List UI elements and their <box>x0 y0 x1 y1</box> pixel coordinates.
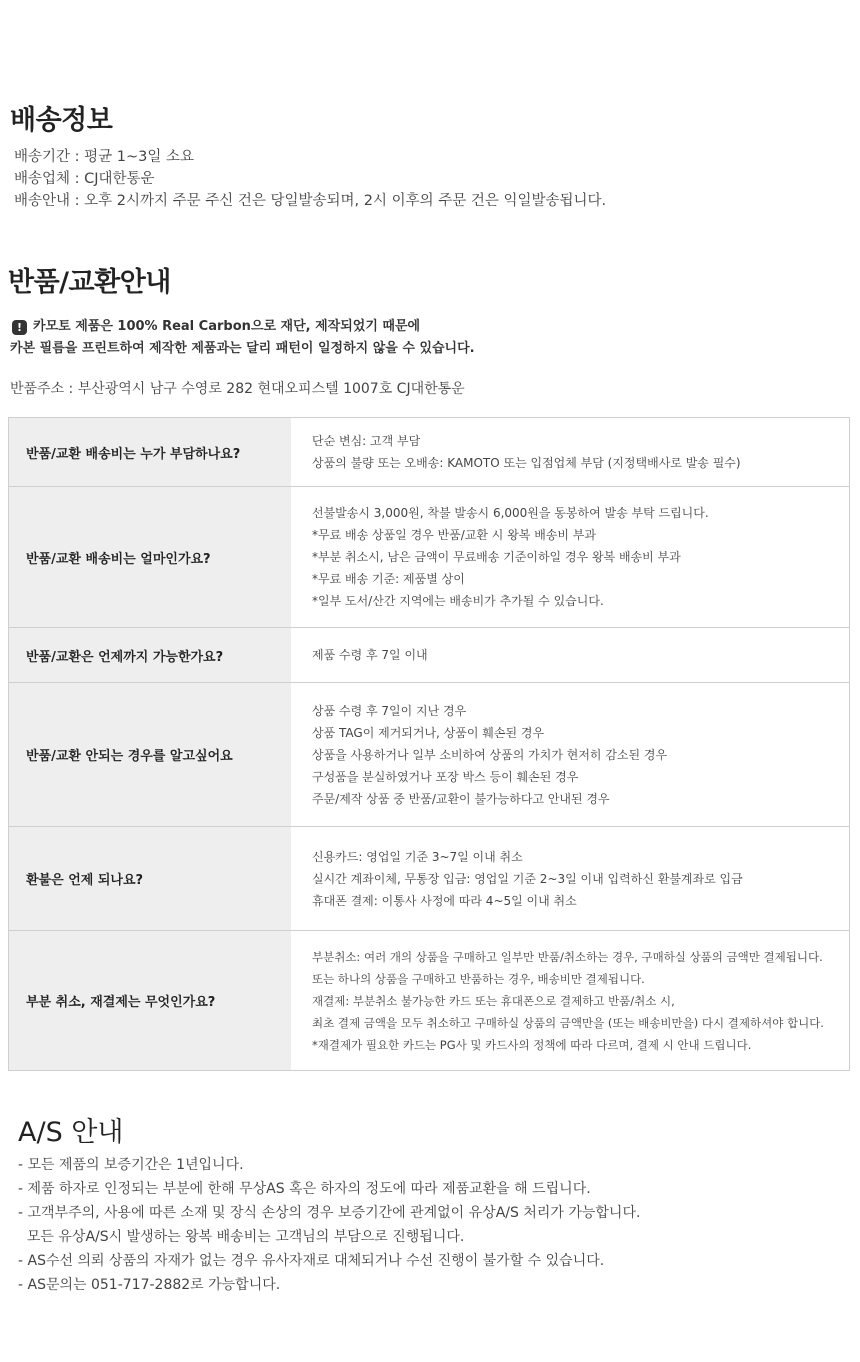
faq-answer-line: 최초 결제 금액을 모두 취소하고 구매하실 상품의 금액만을 (또는 배송비만을) 다시 결제하셔야 합니다. <box>312 1015 824 1030</box>
faq-answer-line: 주문/제작 상품 중 반품/교환이 불가능하다고 안내된 경우 <box>312 791 610 806</box>
faq-row <box>9 683 849 827</box>
faq-answer <box>291 827 849 930</box>
shipping-guide: 배송안내 : 오후 2시까지 주문 주신 건은 당일발송되며, 2시 이후의 주문 건은 익일발송됩니다. <box>14 193 607 209</box>
faq-answer-line: 신용카드: 영업일 기준 3~7일 이내 취소 <box>312 849 523 864</box>
faq-question: 반품/교환 안되는 경우를 알고싶어요 <box>9 683 291 826</box>
faq-answer-line: 부분취소: 여러 개의 상품을 구매하고 일부만 반품/취소하는 경우, 구매하실 상품의 금액만 결제됩니다. <box>312 949 823 964</box>
faq-answer-line: 선불발송시 3,000원, 착불 발송시 6,000원을 동봉하여 발송 부탁 드립니다. <box>312 506 709 520</box>
shipping-title: 배송정보 <box>10 105 113 136</box>
faq-question: 환불은 언제 되나요? <box>9 827 291 930</box>
faq-row <box>9 827 849 931</box>
faq-answer-line: 실시간 계좌이체, 무통장 입금: 영업일 기준 2~3일 이내 입력하신 환불계좌로 입금 <box>312 871 743 886</box>
faq-answer-line: *무료 배송 상품일 경우 반품/교환 시 왕복 배송비 부과 <box>312 528 596 542</box>
faq-answer-line: 재결제: 부분취소 불가능한 카드 또는 휴대폰으로 결제하고 반품/취소 시, <box>312 993 675 1008</box>
as-line: - 고객부주의, 사용에 따른 소재 및 장식 손상의 경우 보증기간에 관계없이 유상A/S 처리가 가능합니다. <box>18 1205 641 1221</box>
faq-question: 부분 취소, 재결제는 무엇인가요? <box>9 931 291 1070</box>
faq-answer-line: 상품의 불량 또는 오배송: KAMOTO 또는 입점업체 부담 (지정택배사로 발송 필수) <box>312 456 741 470</box>
faq-answer <box>291 487 849 627</box>
notice-line-2: 카본 필름을 프린트하여 제작한 제품과는 달리 패턴이 일정하지 않을 수 있습니다. <box>10 341 475 356</box>
exclamation-icon: ! <box>12 320 27 335</box>
faq-question: 반품/교환 배송비는 얼마인가요? <box>9 487 291 627</box>
faq-answer-line: *부분 취소시, 남은 금액이 무료배송 기준이하일 경우 왕복 배송비 부과 <box>312 550 681 564</box>
faq-answer-line: 상품을 사용하거나 일부 소비하여 상품의 가치가 현저히 감소된 경우 <box>312 747 668 762</box>
faq-row <box>9 418 849 487</box>
shipping-carrier: 배송업체 : CJ대한통운 <box>14 171 155 187</box>
faq-question: 반품/교환 배송비는 누가 부담하나요? <box>9 418 291 486</box>
faq-answer-line: 상품 수령 후 7일이 지난 경우 <box>312 703 467 718</box>
shipping-info-list <box>14 146 606 212</box>
notice-line-1: 카모토 제품은 100% Real Carbon으로 재단, 제작되었기 때문에 <box>33 319 421 334</box>
faq-answer-line: 또는 하나의 상품을 구매하고 반품하는 경우, 배송비만 결제됩니다. <box>312 971 645 986</box>
as-line: - AS문의는 051-717-2882로 가능합니다. <box>18 1277 281 1293</box>
as-line: - 제품 하자로 인정되는 부분에 한해 무상AS 혹은 하자의 정도에 따라 제품교환을 해 드립니다. <box>18 1181 591 1197</box>
as-info-list <box>18 1153 640 1297</box>
faq-question: 반품/교환은 언제까지 가능한가요? <box>9 628 291 682</box>
faq-answer-line: *재결제가 필요한 카드는 PG사 및 카드사의 정책에 따라 다르며, 결제 시 안내 드립니다. <box>312 1037 752 1052</box>
faq-answer-line: 단순 변심: 고객 부담 <box>312 434 421 448</box>
as-line: 모든 유상A/S시 발생하는 왕복 배송비는 고객님의 부담으로 진행됩니다. <box>18 1229 465 1245</box>
faq-answer-line: 구성품을 분실하였거나 포장 박스 등이 훼손된 경우 <box>312 769 579 784</box>
carbon-notice <box>10 316 475 360</box>
faq-row <box>9 487 849 628</box>
faq-answer-line: *일부 도서/산간 지역에는 배송비가 추가될 수 있습니다. <box>312 594 604 608</box>
faq-answer <box>291 628 849 682</box>
faq-row <box>9 628 849 683</box>
faq-answer-line: 제품 수령 후 7일 이내 <box>312 648 428 662</box>
faq-answer <box>291 418 849 486</box>
as-line: - AS수선 의뢰 상품의 자재가 없는 경우 유사자재로 대체되거나 수선 진행이 불가할 수 있습니다. <box>18 1253 605 1269</box>
shipping-period: 배송기간 : 평균 1~3일 소요 <box>14 149 194 165</box>
faq-table <box>8 417 850 1071</box>
faq-answer-line: *무료 배송 기준: 제품별 상이 <box>312 572 465 586</box>
return-address: 반품주소 : 부산광역시 남구 수영로 282 현대오피스텔 1007호 CJ대한통운 <box>10 381 465 397</box>
faq-answer <box>291 683 849 826</box>
as-title: A/S 안내 <box>18 1117 124 1148</box>
faq-answer <box>291 931 849 1070</box>
faq-answer-line: 상품 TAG이 제거되거나, 상품이 훼손된 경우 <box>312 725 545 740</box>
returns-title: 반품/교환안내 <box>8 267 171 298</box>
faq-answer-line: 휴대폰 결제: 이통사 사정에 따라 4~5일 이내 취소 <box>312 893 577 908</box>
faq-row <box>9 931 849 1070</box>
as-line: - 모든 제품의 보증기간은 1년입니다. <box>18 1157 244 1173</box>
